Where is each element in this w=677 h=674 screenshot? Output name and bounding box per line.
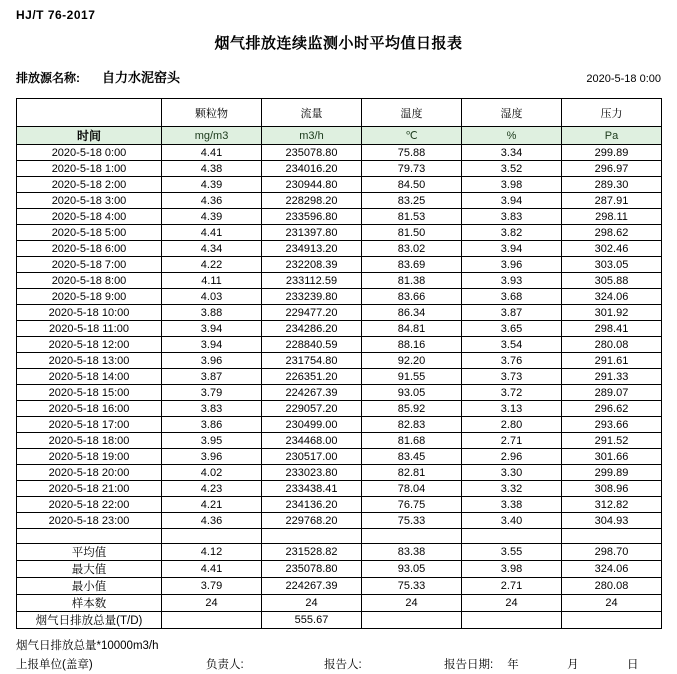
cell-time: 2020-5-18 18:00 bbox=[17, 433, 162, 449]
table-row bbox=[17, 433, 662, 449]
cell-value: 234136.20 bbox=[262, 497, 362, 513]
table-row bbox=[17, 257, 662, 273]
stat-row-maximum bbox=[17, 561, 662, 578]
cell-value: 3.96 bbox=[462, 257, 562, 273]
table-row bbox=[17, 225, 662, 241]
total-blank-cell bbox=[362, 612, 462, 629]
total-blank-cell bbox=[462, 612, 562, 629]
cell-value: 3.94 bbox=[462, 241, 562, 257]
table-row bbox=[17, 401, 662, 417]
blank-cell bbox=[562, 529, 662, 544]
cell-value: 3.65 bbox=[462, 321, 562, 337]
cell-value: 3.94 bbox=[162, 337, 262, 353]
stat-label: 最大值 bbox=[17, 561, 162, 578]
table-header-parameters bbox=[17, 99, 662, 127]
cell-time: 2020-5-18 6:00 bbox=[17, 241, 162, 257]
cell-value: 3.87 bbox=[162, 369, 262, 385]
cell-time: 2020-5-18 13:00 bbox=[17, 353, 162, 369]
cell-value: 229477.20 bbox=[262, 305, 362, 321]
cell-time: 2020-5-18 1:00 bbox=[17, 161, 162, 177]
stat-label: 样本数 bbox=[17, 595, 162, 612]
cell-value: 4.34 bbox=[162, 241, 262, 257]
cell-value: 235078.80 bbox=[262, 145, 362, 161]
header-param-0: 颗粒物 bbox=[162, 99, 262, 127]
stat-value: 3.55 bbox=[462, 544, 562, 561]
cell-time: 2020-5-18 8:00 bbox=[17, 273, 162, 289]
header-unit-0: mg/m3 bbox=[162, 127, 262, 145]
cell-value: 3.94 bbox=[462, 193, 562, 209]
cell-value: 4.23 bbox=[162, 481, 262, 497]
cell-value: 234468.00 bbox=[262, 433, 362, 449]
table-row bbox=[17, 337, 662, 353]
cell-time: 2020-5-18 19:00 bbox=[17, 449, 162, 465]
table-blank-row bbox=[17, 529, 662, 544]
cell-value: 81.50 bbox=[362, 225, 462, 241]
total-blank-cell bbox=[162, 612, 262, 629]
cell-value: 3.76 bbox=[462, 353, 562, 369]
cell-value: 2.71 bbox=[462, 433, 562, 449]
stat-value: 24 bbox=[162, 595, 262, 612]
table-row bbox=[17, 273, 662, 289]
cell-value: 3.94 bbox=[162, 321, 262, 337]
cell-value: 291.61 bbox=[562, 353, 662, 369]
cell-value: 4.02 bbox=[162, 465, 262, 481]
table-row bbox=[17, 513, 662, 529]
cell-value: 4.41 bbox=[162, 225, 262, 241]
cell-value: 4.39 bbox=[162, 177, 262, 193]
cell-value: 81.53 bbox=[362, 209, 462, 225]
footer-note: 烟气日排放总量*10000m3/h bbox=[16, 640, 159, 652]
header-corner-cell bbox=[17, 99, 162, 127]
stat-row-minimum bbox=[17, 578, 662, 595]
cell-value: 287.91 bbox=[562, 193, 662, 209]
cell-value: 4.03 bbox=[162, 289, 262, 305]
cell-value: 4.22 bbox=[162, 257, 262, 273]
cell-value: 3.40 bbox=[462, 513, 562, 529]
stat-value: 4.12 bbox=[162, 544, 262, 561]
cell-value: 230944.80 bbox=[262, 177, 362, 193]
cell-value: 82.81 bbox=[362, 465, 462, 481]
stat-value: 24 bbox=[562, 595, 662, 612]
table-row bbox=[17, 353, 662, 369]
cell-value: 230499.00 bbox=[262, 417, 362, 433]
cell-value: 79.73 bbox=[362, 161, 462, 177]
cell-value: 304.93 bbox=[562, 513, 662, 529]
cell-value: 230517.00 bbox=[262, 449, 362, 465]
stat-value: 3.79 bbox=[162, 578, 262, 595]
cell-value: 83.45 bbox=[362, 449, 462, 465]
cell-value: 233023.80 bbox=[262, 465, 362, 481]
cell-value: 298.11 bbox=[562, 209, 662, 225]
cell-value: 93.05 bbox=[362, 385, 462, 401]
cell-value: 4.41 bbox=[162, 145, 262, 161]
report-date-ymd: 年 月 日 bbox=[507, 659, 653, 671]
header-param-4: 压力 bbox=[562, 99, 662, 127]
cell-value: 234913.20 bbox=[262, 241, 362, 257]
cell-value: 91.55 bbox=[362, 369, 462, 385]
report-datetime: 2020-5-18 0:00 bbox=[586, 73, 661, 85]
total-emission-row bbox=[17, 612, 662, 629]
table-row bbox=[17, 417, 662, 433]
cell-value: 289.07 bbox=[562, 385, 662, 401]
cell-value: 4.21 bbox=[162, 497, 262, 513]
stat-row-sample-count bbox=[17, 595, 662, 612]
cell-value: 92.20 bbox=[362, 353, 462, 369]
cell-value: 299.89 bbox=[562, 145, 662, 161]
table-row bbox=[17, 497, 662, 513]
cell-value: 231754.80 bbox=[262, 353, 362, 369]
cell-time: 2020-5-18 5:00 bbox=[17, 225, 162, 241]
cell-time: 2020-5-18 20:00 bbox=[17, 465, 162, 481]
cell-time: 2020-5-18 3:00 bbox=[17, 193, 162, 209]
stat-value: 3.98 bbox=[462, 561, 562, 578]
cell-value: 81.68 bbox=[362, 433, 462, 449]
cell-value: 3.72 bbox=[462, 385, 562, 401]
footer-signature-row bbox=[16, 657, 661, 674]
stat-label: 平均值 bbox=[17, 544, 162, 561]
cell-value: 233239.80 bbox=[262, 289, 362, 305]
report-unit-label: 上报单位(盖章) bbox=[16, 659, 93, 671]
total-label: 烟气日排放总量(T/D) bbox=[17, 612, 162, 629]
cell-value: 2.96 bbox=[462, 449, 562, 465]
cell-value: 3.68 bbox=[462, 289, 562, 305]
blank-cell bbox=[262, 529, 362, 544]
stat-value: 83.38 bbox=[362, 544, 462, 561]
header-unit-3: % bbox=[462, 127, 562, 145]
footer bbox=[16, 638, 661, 674]
total-value: 555.67 bbox=[262, 612, 362, 629]
cell-time: 2020-5-18 22:00 bbox=[17, 497, 162, 513]
cell-value: 3.88 bbox=[162, 305, 262, 321]
cell-time: 2020-5-18 9:00 bbox=[17, 289, 162, 305]
table-row bbox=[17, 449, 662, 465]
stat-value: 2.71 bbox=[462, 578, 562, 595]
cell-value: 296.62 bbox=[562, 401, 662, 417]
cell-time: 2020-5-18 12:00 bbox=[17, 337, 162, 353]
cell-value: 3.83 bbox=[162, 401, 262, 417]
cell-value: 3.86 bbox=[162, 417, 262, 433]
stat-value: 24 bbox=[262, 595, 362, 612]
table-row bbox=[17, 321, 662, 337]
responsible-person-label: 负责人: bbox=[206, 659, 244, 671]
stat-value: 224267.39 bbox=[262, 578, 362, 595]
table-row bbox=[17, 465, 662, 481]
cell-value: 293.66 bbox=[562, 417, 662, 433]
stat-value: 298.70 bbox=[562, 544, 662, 561]
cell-value: 232208.39 bbox=[262, 257, 362, 273]
blank-cell bbox=[462, 529, 562, 544]
page-title: 烟气排放连续监测小时平均值日报表 bbox=[214, 35, 463, 52]
cell-value: 4.38 bbox=[162, 161, 262, 177]
cell-value: 3.96 bbox=[162, 353, 262, 369]
source-meta-row bbox=[16, 67, 661, 86]
stat-value: 75.33 bbox=[362, 578, 462, 595]
blank-cell bbox=[17, 529, 162, 544]
cell-time: 2020-5-18 2:00 bbox=[17, 177, 162, 193]
cell-time: 2020-5-18 15:00 bbox=[17, 385, 162, 401]
stat-value: 324.06 bbox=[562, 561, 662, 578]
cell-value: 303.05 bbox=[562, 257, 662, 273]
table-row bbox=[17, 289, 662, 305]
standard-code: HJ/T 76-2017 bbox=[16, 8, 96, 22]
cell-value: 229057.20 bbox=[262, 401, 362, 417]
report-table bbox=[16, 98, 662, 629]
header-time-label: 时间 bbox=[17, 127, 162, 145]
cell-value: 2.80 bbox=[462, 417, 562, 433]
cell-value: 4.11 bbox=[162, 273, 262, 289]
cell-value: 228298.20 bbox=[262, 193, 362, 209]
table-row bbox=[17, 385, 662, 401]
cell-value: 296.97 bbox=[562, 161, 662, 177]
stat-value: 280.08 bbox=[562, 578, 662, 595]
cell-value: 305.88 bbox=[562, 273, 662, 289]
cell-value: 229768.20 bbox=[262, 513, 362, 529]
total-blank-cell bbox=[562, 612, 662, 629]
cell-time: 2020-5-18 7:00 bbox=[17, 257, 162, 273]
cell-value: 3.73 bbox=[462, 369, 562, 385]
table-row bbox=[17, 481, 662, 497]
source-label: 排放源名称: bbox=[16, 71, 80, 85]
cell-value: 83.02 bbox=[362, 241, 462, 257]
stat-value: 4.41 bbox=[162, 561, 262, 578]
cell-value: 299.89 bbox=[562, 465, 662, 481]
table-row bbox=[17, 161, 662, 177]
cell-value: 289.30 bbox=[562, 177, 662, 193]
table-row bbox=[17, 209, 662, 225]
table-body bbox=[17, 145, 662, 629]
cell-value: 312.82 bbox=[562, 497, 662, 513]
cell-value: 4.36 bbox=[162, 193, 262, 209]
cell-value: 3.30 bbox=[462, 465, 562, 481]
stat-value: 93.05 bbox=[362, 561, 462, 578]
cell-value: 226351.20 bbox=[262, 369, 362, 385]
cell-value: 301.66 bbox=[562, 449, 662, 465]
cell-value: 86.34 bbox=[362, 305, 462, 321]
cell-time: 2020-5-18 14:00 bbox=[17, 369, 162, 385]
stat-row-average bbox=[17, 544, 662, 561]
cell-value: 233438.41 bbox=[262, 481, 362, 497]
cell-value: 301.92 bbox=[562, 305, 662, 321]
cell-value: 298.41 bbox=[562, 321, 662, 337]
header-unit-1: m3/h bbox=[262, 127, 362, 145]
cell-value: 298.62 bbox=[562, 225, 662, 241]
header-unit-4: Pa bbox=[562, 127, 662, 145]
table-row bbox=[17, 145, 662, 161]
cell-time: 2020-5-18 16:00 bbox=[17, 401, 162, 417]
table-row bbox=[17, 369, 662, 385]
cell-value: 83.69 bbox=[362, 257, 462, 273]
blank-cell bbox=[362, 529, 462, 544]
cell-value: 83.25 bbox=[362, 193, 462, 209]
table-row bbox=[17, 305, 662, 321]
cell-time: 2020-5-18 0:00 bbox=[17, 145, 162, 161]
cell-value: 3.98 bbox=[462, 177, 562, 193]
cell-value: 3.13 bbox=[462, 401, 562, 417]
cell-time: 2020-5-18 17:00 bbox=[17, 417, 162, 433]
cell-value: 3.79 bbox=[162, 385, 262, 401]
cell-value: 224267.39 bbox=[262, 385, 362, 401]
table-row bbox=[17, 241, 662, 257]
cell-value: 78.04 bbox=[362, 481, 462, 497]
source-value: 自力水泥窑头 bbox=[102, 70, 181, 85]
table-row bbox=[17, 177, 662, 193]
table-head bbox=[17, 99, 662, 145]
cell-value: 3.93 bbox=[462, 273, 562, 289]
cell-value: 233112.59 bbox=[262, 273, 362, 289]
cell-value: 228840.59 bbox=[262, 337, 362, 353]
header-param-1: 流量 bbox=[262, 99, 362, 127]
cell-value: 3.82 bbox=[462, 225, 562, 241]
cell-value: 302.46 bbox=[562, 241, 662, 257]
cell-time: 2020-5-18 11:00 bbox=[17, 321, 162, 337]
cell-value: 4.39 bbox=[162, 209, 262, 225]
stat-label: 最小值 bbox=[17, 578, 162, 595]
cell-value: 234286.20 bbox=[262, 321, 362, 337]
cell-value: 3.95 bbox=[162, 433, 262, 449]
cell-value: 324.06 bbox=[562, 289, 662, 305]
cell-value: 3.54 bbox=[462, 337, 562, 353]
table-header-units bbox=[17, 127, 662, 145]
cell-value: 3.52 bbox=[462, 161, 562, 177]
cell-value: 83.66 bbox=[362, 289, 462, 305]
blank-cell bbox=[162, 529, 262, 544]
header-param-3: 湿度 bbox=[462, 99, 562, 127]
cell-value: 88.16 bbox=[362, 337, 462, 353]
cell-value: 75.33 bbox=[362, 513, 462, 529]
cell-value: 82.83 bbox=[362, 417, 462, 433]
cell-value: 231397.80 bbox=[262, 225, 362, 241]
cell-value: 3.83 bbox=[462, 209, 562, 225]
cell-time: 2020-5-18 10:00 bbox=[17, 305, 162, 321]
cell-value: 291.33 bbox=[562, 369, 662, 385]
cell-value: 85.92 bbox=[362, 401, 462, 417]
stat-value: 24 bbox=[362, 595, 462, 612]
stat-value: 231528.82 bbox=[262, 544, 362, 561]
cell-value: 233596.80 bbox=[262, 209, 362, 225]
cell-value: 84.81 bbox=[362, 321, 462, 337]
stat-value: 235078.80 bbox=[262, 561, 362, 578]
cell-value: 3.96 bbox=[162, 449, 262, 465]
cell-time: 2020-5-18 4:00 bbox=[17, 209, 162, 225]
cell-time: 2020-5-18 21:00 bbox=[17, 481, 162, 497]
cell-value: 291.52 bbox=[562, 433, 662, 449]
report-date-label: 报告日期: bbox=[444, 659, 494, 671]
header-param-2: 温度 bbox=[362, 99, 462, 127]
cell-value: 280.08 bbox=[562, 337, 662, 353]
cell-value: 76.75 bbox=[362, 497, 462, 513]
cell-value: 81.38 bbox=[362, 273, 462, 289]
cell-value: 3.38 bbox=[462, 497, 562, 513]
cell-value: 84.50 bbox=[362, 177, 462, 193]
table-row bbox=[17, 193, 662, 209]
cell-value: 3.32 bbox=[462, 481, 562, 497]
cell-time: 2020-5-18 23:00 bbox=[17, 513, 162, 529]
cell-value: 4.36 bbox=[162, 513, 262, 529]
header-unit-2: ℃ bbox=[362, 127, 462, 145]
cell-value: 3.34 bbox=[462, 145, 562, 161]
reporter-label: 报告人: bbox=[324, 659, 362, 671]
stat-value: 24 bbox=[462, 595, 562, 612]
cell-value: 75.88 bbox=[362, 145, 462, 161]
cell-value: 308.96 bbox=[562, 481, 662, 497]
cell-value: 234016.20 bbox=[262, 161, 362, 177]
cell-value: 3.87 bbox=[462, 305, 562, 321]
